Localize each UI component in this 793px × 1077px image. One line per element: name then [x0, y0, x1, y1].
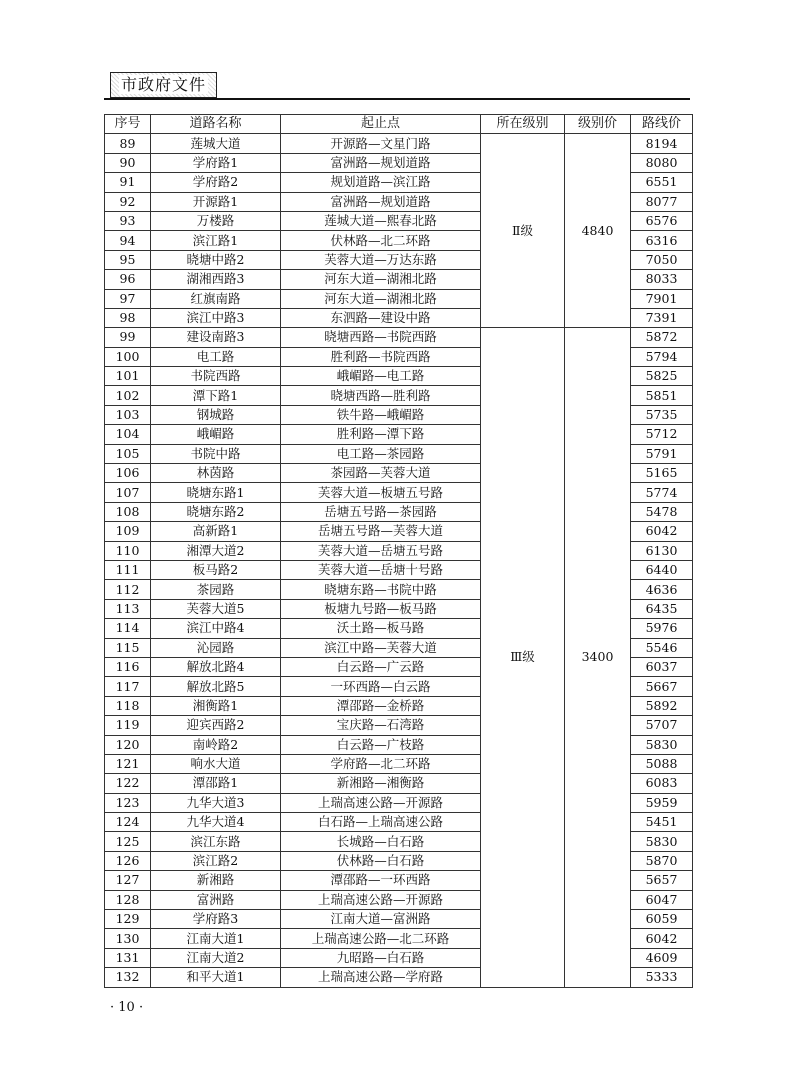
cell-index: 92 — [105, 192, 151, 211]
cell-endpoints: 沃土路—板马路 — [281, 619, 481, 638]
road-price-table-container — [104, 114, 692, 988]
cell-route-price: 5165 — [631, 464, 693, 483]
cell-index: 105 — [105, 444, 151, 463]
cell-road-name: 晓塘东路1 — [151, 483, 281, 502]
header-index: 序号 — [105, 115, 151, 134]
cell-index: 109 — [105, 522, 151, 541]
cell-index: 95 — [105, 250, 151, 269]
cell-endpoints: 伏林路—北二环路 — [281, 231, 481, 250]
cell-road-name: 红旗南路 — [151, 289, 281, 308]
page-number: · 10 · — [110, 1000, 144, 1015]
cell-road-name: 湖湘西路3 — [151, 270, 281, 289]
cell-route-price: 5707 — [631, 716, 693, 735]
cell-road-name: 滨江中路3 — [151, 308, 281, 327]
cell-route-price: 7391 — [631, 308, 693, 327]
cell-road-name: 响水大道 — [151, 754, 281, 773]
cell-endpoints: 白云路—广枝路 — [281, 735, 481, 754]
cell-endpoints: 茶园路—芙蓉大道 — [281, 464, 481, 483]
header-tag-text: 市政府文件 — [121, 75, 207, 94]
cell-route-price: 7901 — [631, 289, 693, 308]
cell-road-name: 高新路1 — [151, 522, 281, 541]
cell-level: Ⅲ级 — [481, 328, 565, 987]
cell-index: 97 — [105, 289, 151, 308]
cell-route-price: 6042 — [631, 522, 693, 541]
cell-index: 129 — [105, 910, 151, 929]
cell-road-name: 钢城路 — [151, 405, 281, 424]
cell-route-price: 5333 — [631, 968, 693, 987]
cell-route-price: 5478 — [631, 502, 693, 521]
cell-index: 94 — [105, 231, 151, 250]
header-rule — [104, 98, 690, 100]
cell-endpoints: 富洲路—规划道路 — [281, 192, 481, 211]
cell-endpoints: 上瑞高速公路—北二环路 — [281, 929, 481, 948]
cell-road-name: 湘衡路1 — [151, 696, 281, 715]
cell-route-price: 5088 — [631, 754, 693, 773]
cell-endpoints: 潭邵路—一环西路 — [281, 871, 481, 890]
cell-route-price: 6083 — [631, 774, 693, 793]
cell-endpoints: 滨江中路—芙蓉大道 — [281, 638, 481, 657]
cell-endpoints: 一环西路—白云路 — [281, 677, 481, 696]
cell-route-price: 5546 — [631, 638, 693, 657]
cell-road-name: 九华大道4 — [151, 813, 281, 832]
cell-index: 119 — [105, 716, 151, 735]
cell-route-price: 7050 — [631, 250, 693, 269]
cell-route-price: 5870 — [631, 851, 693, 870]
table-row — [105, 328, 693, 347]
cell-road-name: 滨江东路 — [151, 832, 281, 851]
cell-route-price: 5825 — [631, 367, 693, 386]
cell-index: 96 — [105, 270, 151, 289]
cell-index: 104 — [105, 425, 151, 444]
cell-road-name: 学府路2 — [151, 173, 281, 192]
cell-route-price: 5791 — [631, 444, 693, 463]
cell-index: 127 — [105, 871, 151, 890]
cell-index: 117 — [105, 677, 151, 696]
cell-road-name: 莲城大道 — [151, 134, 281, 153]
cell-route-price: 6435 — [631, 599, 693, 618]
cell-route-price: 6551 — [631, 173, 693, 192]
cell-road-name: 九华大道3 — [151, 793, 281, 812]
cell-road-name: 江南大道1 — [151, 929, 281, 948]
header-route-price: 路线价 — [631, 115, 693, 134]
cell-endpoints: 河东大道—湖湘北路 — [281, 289, 481, 308]
cell-route-price: 5712 — [631, 425, 693, 444]
cell-endpoints: 白云路—广云路 — [281, 657, 481, 676]
cell-road-name: 学府路1 — [151, 153, 281, 172]
cell-index: 115 — [105, 638, 151, 657]
cell-route-price: 4609 — [631, 948, 693, 967]
cell-road-name: 潭邵路1 — [151, 774, 281, 793]
table-body — [105, 134, 693, 987]
cell-index: 106 — [105, 464, 151, 483]
cell-index: 126 — [105, 851, 151, 870]
table-header-row — [105, 115, 693, 134]
cell-endpoints: 铁牛路—峨嵋路 — [281, 405, 481, 424]
cell-index: 124 — [105, 813, 151, 832]
cell-road-name: 林茵路 — [151, 464, 281, 483]
cell-endpoints: 江南大道—富洲路 — [281, 910, 481, 929]
cell-endpoints: 河东大道—湖湘北路 — [281, 270, 481, 289]
cell-endpoints: 岳塘五号路—茶园路 — [281, 502, 481, 521]
road-price-table — [104, 114, 693, 988]
cell-endpoints: 九昭路—白石路 — [281, 948, 481, 967]
cell-index: 93 — [105, 211, 151, 230]
cell-index: 89 — [105, 134, 151, 153]
cell-road-name: 解放北路4 — [151, 657, 281, 676]
cell-road-name: 滨江路1 — [151, 231, 281, 250]
cell-index: 99 — [105, 328, 151, 347]
cell-index: 100 — [105, 347, 151, 366]
cell-endpoints: 学府路—北二环路 — [281, 754, 481, 773]
cell-endpoints: 上瑞高速公路—开源路 — [281, 890, 481, 909]
cell-endpoints: 上瑞高速公路—学府路 — [281, 968, 481, 987]
cell-route-price: 5959 — [631, 793, 693, 812]
cell-endpoints: 晓塘西路—书院西路 — [281, 328, 481, 347]
cell-endpoints: 莲城大道—熙春北路 — [281, 211, 481, 230]
cell-road-name: 建设南路3 — [151, 328, 281, 347]
header-level-price: 级别价 — [565, 115, 631, 134]
cell-endpoints: 芙蓉大道—万达东路 — [281, 250, 481, 269]
header-endpoints: 起止点 — [281, 115, 481, 134]
cell-endpoints: 晓塘西路—胜利路 — [281, 386, 481, 405]
cell-index: 120 — [105, 735, 151, 754]
cell-level-price: 3400 — [565, 328, 631, 987]
cell-route-price: 5774 — [631, 483, 693, 502]
cell-index: 130 — [105, 929, 151, 948]
cell-route-price: 5830 — [631, 832, 693, 851]
cell-index: 107 — [105, 483, 151, 502]
cell-route-price: 5851 — [631, 386, 693, 405]
cell-index: 116 — [105, 657, 151, 676]
cell-index: 122 — [105, 774, 151, 793]
cell-endpoints: 芙蓉大道—岳塘十号路 — [281, 560, 481, 579]
cell-endpoints: 电工路—茶园路 — [281, 444, 481, 463]
cell-route-price: 6130 — [631, 541, 693, 560]
cell-road-name: 解放北路5 — [151, 677, 281, 696]
cell-road-name: 峨嵋路 — [151, 425, 281, 444]
cell-route-price: 6059 — [631, 910, 693, 929]
cell-endpoints: 板塘九号路—板马路 — [281, 599, 481, 618]
cell-index: 91 — [105, 173, 151, 192]
cell-route-price: 6576 — [631, 211, 693, 230]
cell-endpoints: 宝庆路—石湾路 — [281, 716, 481, 735]
cell-level-price: 4840 — [565, 134, 631, 328]
cell-route-price: 5451 — [631, 813, 693, 832]
cell-index: 108 — [105, 502, 151, 521]
cell-index: 125 — [105, 832, 151, 851]
cell-endpoints: 富洲路—规划道路 — [281, 153, 481, 172]
cell-index: 114 — [105, 619, 151, 638]
cell-route-price: 5667 — [631, 677, 693, 696]
cell-index: 118 — [105, 696, 151, 715]
cell-route-price: 5892 — [631, 696, 693, 715]
cell-road-name: 书院中路 — [151, 444, 281, 463]
cell-route-price: 6037 — [631, 657, 693, 676]
cell-route-price: 5794 — [631, 347, 693, 366]
cell-index: 90 — [105, 153, 151, 172]
cell-road-name: 潭下路1 — [151, 386, 281, 405]
cell-endpoints: 伏林路—白石路 — [281, 851, 481, 870]
cell-index: 101 — [105, 367, 151, 386]
cell-index: 98 — [105, 308, 151, 327]
cell-endpoints: 规划道路—滨江路 — [281, 173, 481, 192]
cell-index: 121 — [105, 754, 151, 773]
cell-road-name: 沁园路 — [151, 638, 281, 657]
cell-route-price: 8080 — [631, 153, 693, 172]
cell-index: 102 — [105, 386, 151, 405]
cell-road-name: 江南大道2 — [151, 948, 281, 967]
cell-route-price: 5735 — [631, 405, 693, 424]
cell-road-name: 新湘路 — [151, 871, 281, 890]
header-road-name: 道路名称 — [151, 115, 281, 134]
cell-road-name: 万楼路 — [151, 211, 281, 230]
cell-road-name: 板马路2 — [151, 560, 281, 579]
cell-route-price: 8194 — [631, 134, 693, 153]
cell-endpoints: 新湘路—湘衡路 — [281, 774, 481, 793]
cell-road-name: 湘潭大道2 — [151, 541, 281, 560]
cell-endpoints: 晓塘东路—书院中路 — [281, 580, 481, 599]
cell-endpoints: 胜利路—潭下路 — [281, 425, 481, 444]
cell-road-name: 迎宾西路2 — [151, 716, 281, 735]
document-header-tag — [110, 72, 217, 98]
cell-road-name: 滨江路2 — [151, 851, 281, 870]
cell-road-name: 和平大道1 — [151, 968, 281, 987]
cell-index: 123 — [105, 793, 151, 812]
cell-endpoints: 潭邵路—金桥路 — [281, 696, 481, 715]
cell-road-name: 茶园路 — [151, 580, 281, 599]
cell-index: 113 — [105, 599, 151, 618]
cell-route-price: 6042 — [631, 929, 693, 948]
cell-road-name: 开源路1 — [151, 192, 281, 211]
cell-endpoints: 开源路—文星门路 — [281, 134, 481, 153]
cell-route-price: 6316 — [631, 231, 693, 250]
table-row — [105, 134, 693, 153]
cell-road-name: 书院西路 — [151, 367, 281, 386]
cell-endpoints: 长城路—白石路 — [281, 832, 481, 851]
cell-road-name: 富洲路 — [151, 890, 281, 909]
cell-endpoints: 芙蓉大道—岳塘五号路 — [281, 541, 481, 560]
cell-route-price: 6440 — [631, 560, 693, 579]
cell-road-name: 学府路3 — [151, 910, 281, 929]
header-level: 所在级别 — [481, 115, 565, 134]
cell-index: 111 — [105, 560, 151, 579]
cell-route-price: 6047 — [631, 890, 693, 909]
cell-level: Ⅱ级 — [481, 134, 565, 328]
cell-route-price: 8077 — [631, 192, 693, 211]
cell-road-name: 芙蓉大道5 — [151, 599, 281, 618]
cell-endpoints: 峨嵋路—电工路 — [281, 367, 481, 386]
cell-endpoints: 胜利路—书院西路 — [281, 347, 481, 366]
cell-route-price: 5830 — [631, 735, 693, 754]
cell-road-name: 晓塘东路2 — [151, 502, 281, 521]
cell-route-price: 5976 — [631, 619, 693, 638]
cell-route-price: 5657 — [631, 871, 693, 890]
cell-index: 112 — [105, 580, 151, 599]
cell-endpoints: 芙蓉大道—板塘五号路 — [281, 483, 481, 502]
cell-index: 128 — [105, 890, 151, 909]
cell-road-name: 南岭路2 — [151, 735, 281, 754]
cell-endpoints: 东泗路—建设中路 — [281, 308, 481, 327]
cell-road-name: 滨江中路4 — [151, 619, 281, 638]
cell-route-price: 8033 — [631, 270, 693, 289]
cell-road-name: 电工路 — [151, 347, 281, 366]
cell-route-price: 4636 — [631, 580, 693, 599]
cell-endpoints: 岳塘五号路—芙蓉大道 — [281, 522, 481, 541]
cell-endpoints: 白石路—上瑞高速公路 — [281, 813, 481, 832]
cell-index: 103 — [105, 405, 151, 424]
cell-index: 132 — [105, 968, 151, 987]
cell-index: 110 — [105, 541, 151, 560]
cell-route-price: 5872 — [631, 328, 693, 347]
cell-index: 131 — [105, 948, 151, 967]
cell-endpoints: 上瑞高速公路—开源路 — [281, 793, 481, 812]
cell-road-name: 晓塘中路2 — [151, 250, 281, 269]
